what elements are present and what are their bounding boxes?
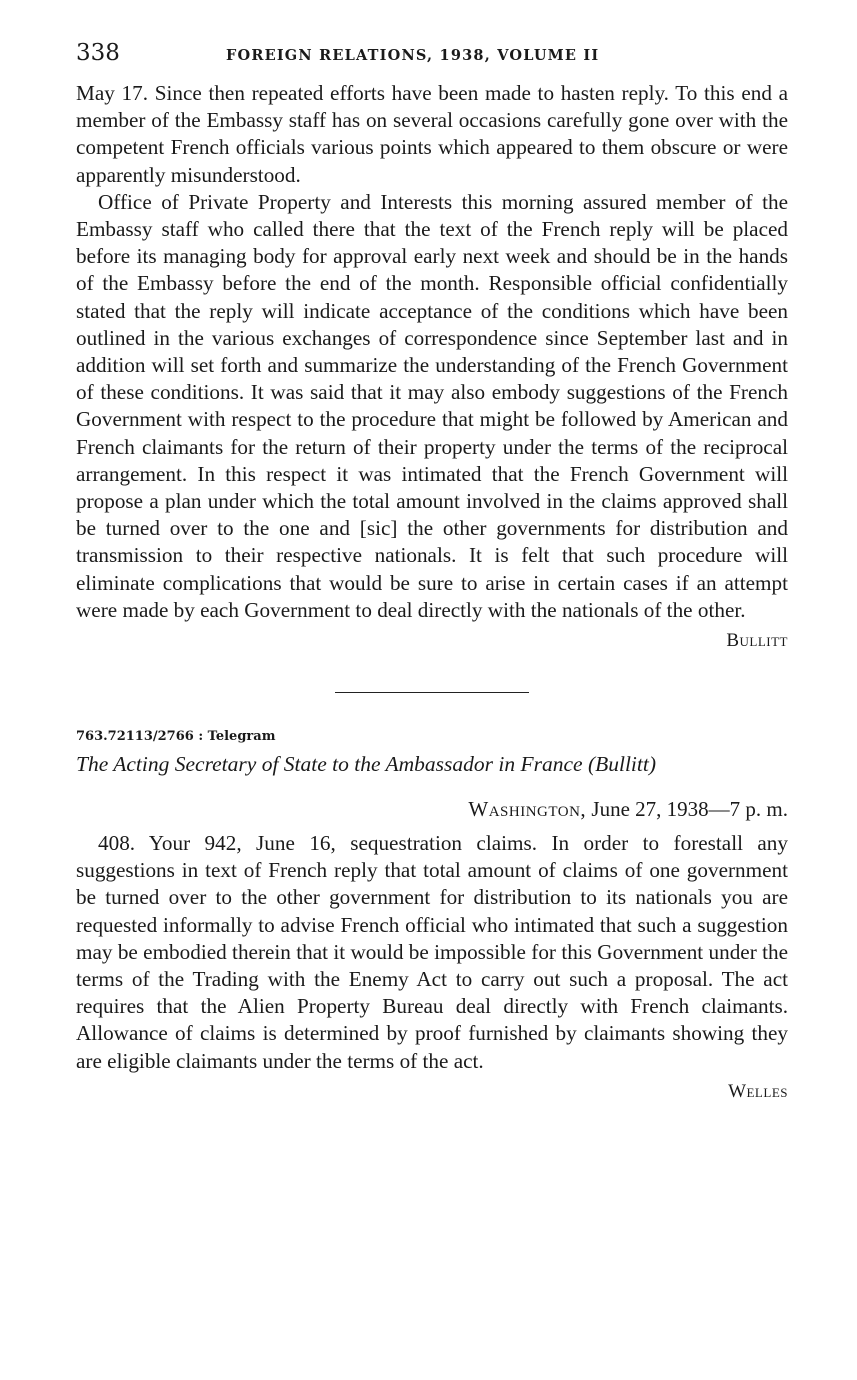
page-number: 338 [76,40,120,66]
body-paragraph: May 17. Since then repeated efforts have been made to hasten reply. To this end a member of the Embassy staff has on several occasions carefully gone over with the competent French officials various points which appeared to them obscure or were apparently misunderstood. [76,81,788,187]
body-paragraph: 408. Your 942, June 16, sequestration claims. In order to forestall any suggestions in text of French reply that total amount of claims of one government be turned over to the other government for distribution to its nationals you are requested informally to advise French official who intimated that such a suggestion may be embodied therein that it would be impossible for this Government under the terms of the Trading with the Enemy Act to carry out such a proposal. The act requires that the Alien Property Bureau deal directly with French claimants. Allowance of claims is determined by proof furnished by claimants showing they are eligible claimants under the terms of the act. [76,831,788,1073]
dateline-place: Washington, [468,797,587,822]
file-reference: 763.72113/2766 : Telegram [76,729,276,745]
body-paragraph: Office of Private Property and Interests this morning assured member of the Embassy staff who called there that the text of the French reply will be placed before its managing body for approval early next week and should be in the hands of the Embassy before the end of the month. Responsible official confidentially stated that the reply will indicate acceptance of the conditions which have been outlined in the various exchanges of correspondence since September last and in addition will set forth and summarize the understanding of the French Government of these conditions. It was said that it may also embody suggestions of the French Government with respect to the procedure that might be followed by American and French claimants for the return of their property under the terms of the reciprocal arrangement. In this respect it was intimated that the French Government will propose a plan under which the total amount involved in the claims approved shall be turned over to the one and [sic] the other governments for distribution and transmission to their respective nationals. It is felt that such procedure will eliminate complications that would be sure to arise in certain cases if an attempt were made by each Government to deal directly with the nationals of the other. [76,189,788,622]
dateline [76,797,788,822]
document-page [76,40,788,1103]
signature: Welles [728,1080,788,1102]
running-head [76,40,788,80]
signature: Bullitt [726,630,788,652]
document-heading: The Acting Secretary of State to the Ambassador in France (Bullitt) [76,752,657,777]
running-title: FOREIGN RELATIONS, 1938, VOLUME II [226,47,600,64]
dateline-date: June 27, 1938—7 p. m. [591,797,788,822]
section-divider [335,692,529,693]
